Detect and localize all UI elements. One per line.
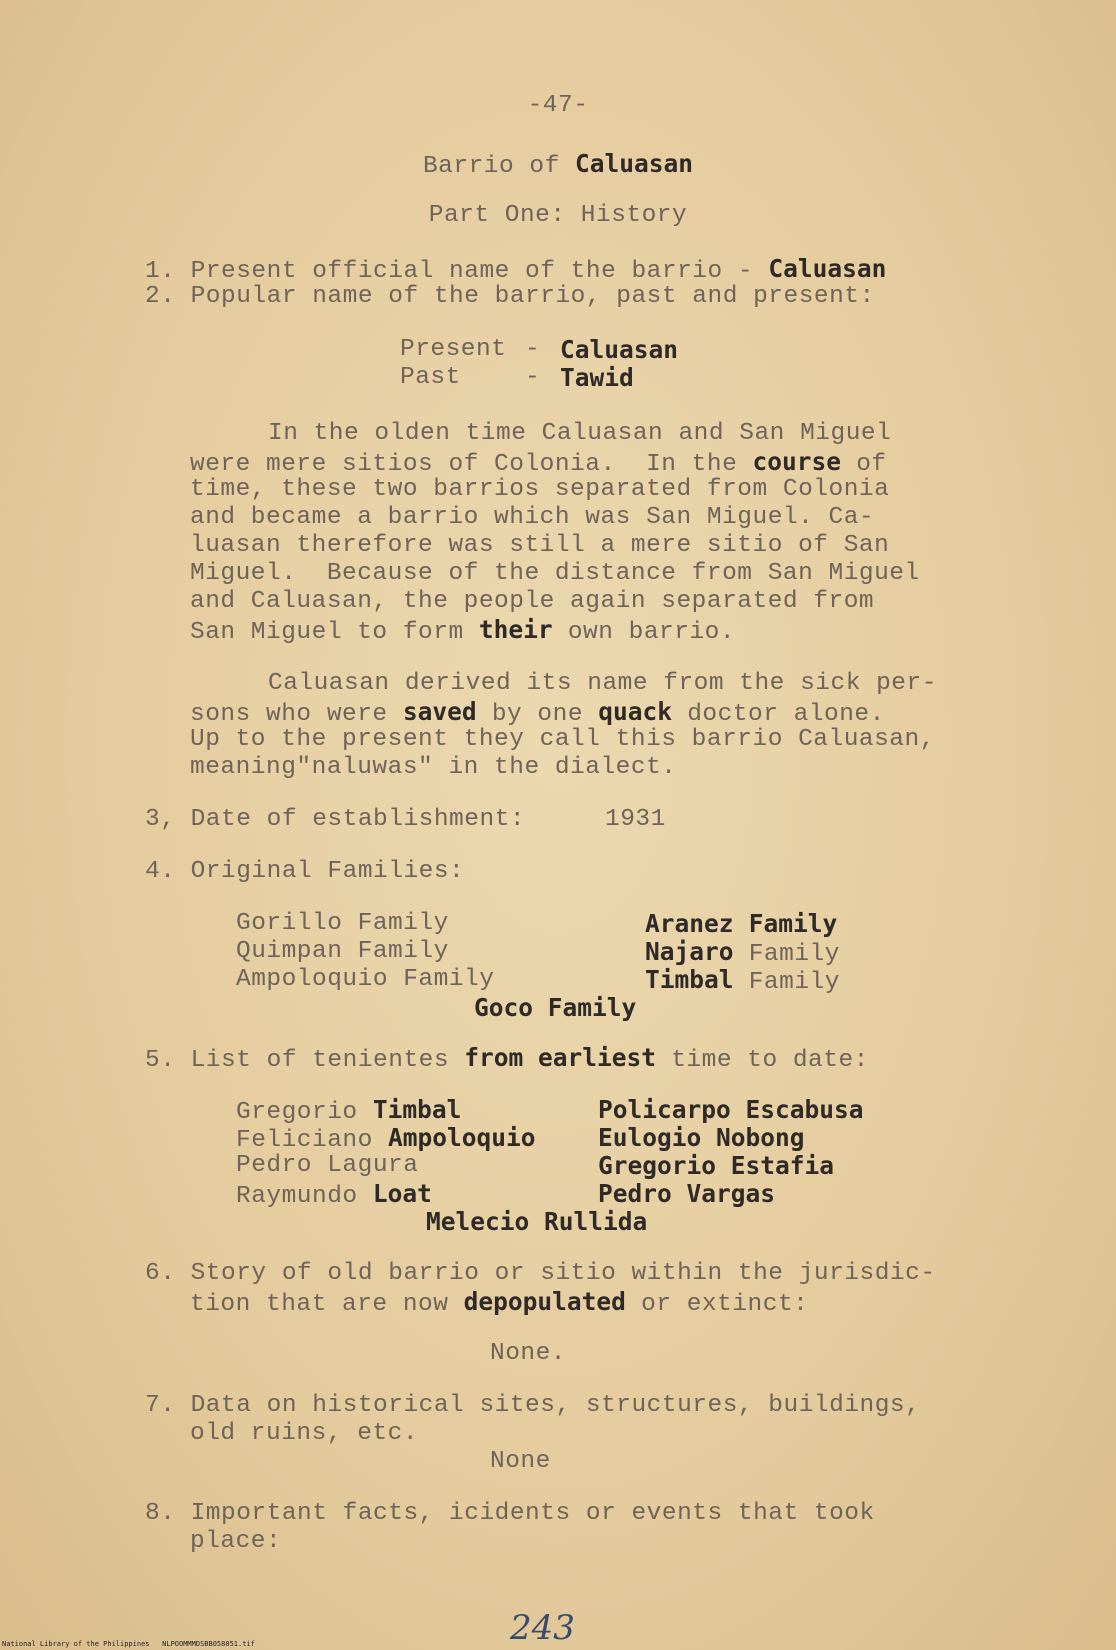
quack-word: quack <box>598 697 672 726</box>
item-text: Data on historical sites, structures, buildings, <box>190 1392 921 1419</box>
para2-line: meaning"naluwas" in the dialect. <box>190 754 677 781</box>
last-name: Ampoloquio <box>388 1123 536 1152</box>
scan-footer: National Library of the Philippines NLPOOMMMDSBB058051.tif <box>2 1640 255 1648</box>
teniente-left <box>236 1180 432 1211</box>
teniente-left <box>236 1152 418 1180</box>
past-label: Past <box>400 364 461 391</box>
para1-text: of <box>856 451 887 478</box>
para1-line: and became a barrio which was San Miguel. Ca- <box>190 504 875 531</box>
item-7 <box>145 1392 920 1420</box>
document-title <box>0 150 1116 181</box>
item-text: or extinct: <box>641 1291 809 1318</box>
teniente-right: Gregorio Estafia <box>598 1151 835 1180</box>
para1-text: own barrio. <box>567 619 736 646</box>
item-text: Important facts, icidents or events that took <box>190 1500 875 1527</box>
item-number: 8. <box>145 1500 176 1527</box>
item-5 <box>145 1044 869 1075</box>
family-word: Family <box>748 909 838 938</box>
item-6-answer: None. <box>490 1340 567 1367</box>
para2-line: Up to the present they call this barrio Caluasan, <box>190 726 935 753</box>
item-number: 4. <box>145 858 176 885</box>
family-left: Gorillo Family <box>236 910 449 937</box>
item-8 <box>145 1500 875 1528</box>
family-left: Ampoloquio Family <box>236 966 495 993</box>
title-prefix: Barrio of <box>422 153 560 180</box>
para1-line: Miguel. Because of the distance from San Miguel <box>190 560 920 587</box>
item-number: 2. <box>145 283 176 310</box>
family-surname: Timbal <box>645 965 734 994</box>
item-6-line2 <box>190 1288 808 1319</box>
family-word: Family <box>748 941 840 968</box>
item-text: time to date: <box>671 1047 869 1074</box>
item-number: 1. <box>145 258 176 285</box>
first-name: Gregorio <box>236 1099 358 1126</box>
item-number: 3, <box>145 806 176 833</box>
para1-line: In the olden time Caluasan and San Miguel <box>268 420 892 447</box>
family-right <box>645 966 840 997</box>
para2-line <box>190 698 885 729</box>
past-value: Tawid <box>560 363 634 392</box>
present-value: Caluasan <box>560 335 679 364</box>
item-text-bold: from earliest <box>464 1043 657 1072</box>
item-number: 6. <box>145 1260 176 1287</box>
saved-word: saved <box>402 697 477 726</box>
item-7-answer: None <box>490 1448 551 1475</box>
item-3 <box>145 806 525 834</box>
present-label: Present <box>400 336 507 363</box>
para2-text: sons who were <box>190 701 388 728</box>
para2-line: Caluasan derived its name from the sick per- <box>268 670 937 697</box>
handwritten-page-number: 243 <box>510 1608 575 1648</box>
item-2 <box>145 283 875 311</box>
item-text-bold: depopulated <box>463 1287 626 1316</box>
para1-text: were mere sitios of Colonia. In the <box>190 451 738 478</box>
family-surname: Najaro <box>645 937 734 966</box>
item-7-line2: old ruins, etc. <box>190 1420 419 1447</box>
para1-line: luasan therefore was still a mere sitio of San <box>190 532 890 559</box>
item-1 <box>145 255 886 286</box>
first-name: Feliciano <box>236 1127 373 1154</box>
teniente-center: Melecio Rullida <box>426 1207 648 1236</box>
para1-line <box>190 616 735 647</box>
establishment-year: 1931 <box>605 806 666 833</box>
item-8-line2: place: <box>190 1528 282 1555</box>
their-word: their <box>478 615 553 644</box>
teniente-right: Eulogio Nobong <box>598 1123 805 1152</box>
course-word: course <box>752 447 842 476</box>
first-name: Raymundo <box>236 1183 358 1210</box>
barrio-name: Caluasan <box>575 149 694 178</box>
family-left: Quimpan Family <box>236 938 449 965</box>
item-text: Original Families: <box>190 858 465 885</box>
para2-text: doctor alone. <box>687 701 885 728</box>
para1-line: time, these two barrios separated from Colonia <box>190 476 890 503</box>
item-text: Present official name of the barrio - <box>190 258 754 285</box>
item-number: 7. <box>145 1392 176 1419</box>
teniente-right: Policarpo Escabusa <box>598 1095 864 1124</box>
family-surname: Aranez <box>645 909 734 938</box>
item-text: List of tenientes <box>190 1047 450 1074</box>
para1-line: and Caluasan, the people again separated from <box>190 588 875 615</box>
official-name: Caluasan <box>768 254 887 283</box>
teniente-right: Pedro Vargas <box>598 1179 776 1208</box>
family-center: Goco Family <box>474 993 637 1022</box>
item-number: 5. <box>145 1047 176 1074</box>
family-word: Family <box>748 969 840 996</box>
item-4 <box>145 858 464 886</box>
first-name: Pedro Lagura <box>236 1152 419 1179</box>
para2-text: by one <box>491 701 584 728</box>
present-dash: - <box>525 336 541 363</box>
part-heading: Part One: History <box>428 202 688 229</box>
para1-text: San Miguel to form <box>190 619 464 646</box>
past-dash: - <box>525 364 541 391</box>
item-text: Story of old barrio or sitio within the jurisdic- <box>190 1260 936 1287</box>
item-text: Popular name of the barrio, past and present: <box>190 283 875 310</box>
para1-line <box>190 448 887 479</box>
teniente-left <box>236 1124 536 1155</box>
item-6 <box>145 1260 936 1288</box>
last-name: Timbal <box>372 1095 462 1124</box>
last-name: Loat <box>372 1179 432 1208</box>
item-text: tion that are now <box>190 1291 449 1318</box>
item-text: Date of establishment: <box>190 806 526 833</box>
page-number: -47- <box>527 92 589 119</box>
